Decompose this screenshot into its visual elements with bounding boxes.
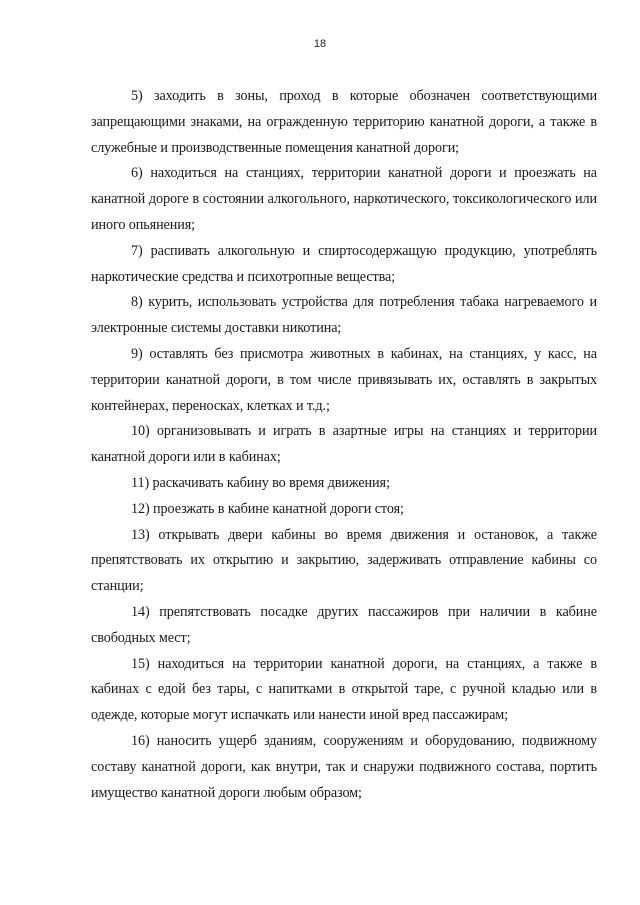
list-item-text: 15) находиться на территории канатной дороги, на станциях, а также в кабинах с едой без тары, с напитками в открытой таре, с ручной кладью или в одежде, которые могут испачкать или нанести иной вред пассажирам;: [91, 655, 597, 724]
list-item-7: [91, 239, 597, 291]
list-item-11: [91, 471, 597, 497]
list-item-5: [91, 84, 597, 161]
list-item-15: [91, 652, 597, 729]
page-number: 18: [313, 38, 327, 50]
list-item-12: [91, 497, 597, 523]
rules-list: [91, 84, 597, 806]
list-item-text: 10) организовывать и играть в азартные игры на станциях и территории канатной дороги или в кабинах;: [91, 423, 597, 466]
list-item-9: [91, 342, 597, 419]
list-item-text: 16) наносить ущерб зданиям, сооружениям и оборудованию, подвижному составу канатной дороги, как внутри, так и снаружи подвижного состава, портить имущество канатной дороги любым образом;: [91, 732, 597, 801]
list-item-text: 5) заходить в зоны, проход в которые обозначен соответствующими запрещающими знаками, на огражденную территорию канатной дороги, а также в служебные и производственные помещения канатной дороги;: [91, 88, 597, 156]
list-item-10: [91, 419, 597, 471]
list-item-8: [91, 290, 597, 342]
list-item-6: [91, 161, 597, 238]
list-item-text: 8) курить, использовать устройства для потребления табака нагреваемого и электронные системы доставки никотина;: [91, 294, 597, 337]
list-item-text: 7) распивать алкогольную и спиртосодержащую продукцию, употреблять наркотические средства и психотропные вещества;: [91, 242, 597, 285]
list-item-16: [91, 729, 597, 806]
list-item-14: [91, 600, 597, 652]
list-item-text: 14) препятствовать посадке других пассажиров при наличии в кабине свободных мест;: [91, 603, 597, 646]
list-item-text: 11) раскачивать кабину во время движения;: [131, 474, 390, 491]
list-item-text: 12) проезжать в кабине канатной дороги стоя;: [131, 500, 404, 517]
list-item-text: 13) открывать двери кабины во время движения и остановок, а также препятствовать их открытию и закрытию, задерживать отправление кабины со станции;: [91, 526, 597, 595]
list-item-text: 6) находиться на станциях, территории канатной дороги и проезжать на канатной дороге в состоянии алкогольного, наркотического, токсикологического или иного опьянения;: [91, 165, 597, 233]
list-item-text: 9) оставлять без присмотра животных в кабинах, на станциях, у касс, на территории канатной дороги, в том числе привязывать их, оставлять в закрытых контейнерах, переносках, клетках и т.д.;: [91, 345, 597, 414]
list-item-13: [91, 523, 597, 600]
